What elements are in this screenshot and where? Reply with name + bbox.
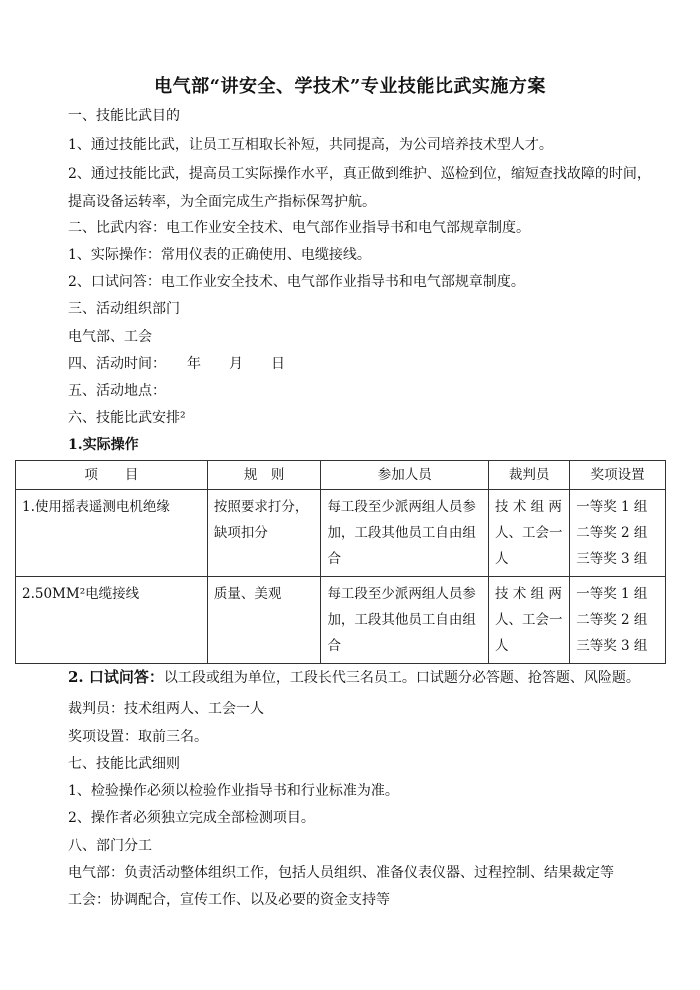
header-cell: 规 则 — [207, 461, 321, 490]
paragraph: 1、检验操作必须以检验作业指导书和行业标准为准。 — [68, 783, 399, 799]
table-header-row — [16, 461, 666, 490]
paragraph: 1、实际操作：常用仪表的正确使用、电缆接线。 — [68, 247, 371, 263]
table-cell: 一等奖 1 组 二等奖 2 组 三等奖 3 组 — [570, 577, 666, 664]
table-cell: 1.使用摇表遥测电机绝缘 — [16, 490, 208, 577]
oral-text: 以工段或组为单位，工段长代三名员工。口试题分必答题、抢答题、风险题。 — [163, 670, 640, 686]
table-row — [16, 577, 666, 664]
header-cell: 参加人员 — [321, 461, 489, 490]
subsection-heading: 1.实际操作 — [68, 437, 139, 453]
table-cell: 一等奖 1 组 二等奖 2 组 三等奖 3 组 — [570, 490, 666, 577]
oral-heading: 2. 口试问答： — [68, 668, 164, 686]
header-cell: 裁判员 — [489, 461, 570, 490]
paragraph: 奖项设置：取前三名。 — [68, 729, 208, 745]
oral-section — [68, 667, 648, 688]
document-title: 电气部“讲安全、学技术”专业技能比武实施方案 — [154, 76, 546, 97]
table-row — [16, 490, 666, 577]
header-cell: 项 目 — [16, 461, 208, 490]
section-6-heading: 六、技能比武安排² — [68, 410, 186, 426]
paragraph: 2、操作者必须独立完成全部检测项目。 — [68, 810, 315, 826]
table-cell: 2.50MM²电缆接线 — [16, 577, 208, 664]
paragraph: 2、口试问答：电工作业安全技术、电气部作业指导书和电气部规章制度。 — [68, 274, 525, 290]
paragraph: 1、通过技能比武，让员工互相取长补短，共同提高，为公司培养技术型人才。 — [68, 137, 553, 153]
paragraph: 电气部：负责活动整体组织工作，包括人员组织、准备仪表仪器、过程控制、结果裁定等 — [68, 865, 614, 881]
header-cell: 奖项设置 — [570, 461, 666, 490]
table-cell: 技 术 组 两 人、工会一 人 — [489, 490, 570, 577]
paragraph: 裁判员：技术组两人、工会一人 — [68, 701, 264, 717]
section-5-heading: 五、活动地点： — [68, 383, 166, 399]
paragraph: 电气部、工会 — [68, 329, 152, 345]
table-cell: 每工段至少派两组人员参 加，工段其他员工自由组 合 — [321, 577, 489, 664]
paragraph: 提高设备运转率，为全面完成生产指标保驾护航。 — [68, 194, 376, 210]
section-2-heading: 二、比武内容：电工作业安全技术、电气部作业指导书和电气部规章制度。 — [68, 220, 530, 236]
competition-table — [15, 460, 666, 664]
table-cell: 质量、美观 — [207, 577, 321, 664]
paragraph: 工会：协调配合，宣传工作、以及必要的资金支持等 — [68, 892, 390, 908]
section-3-heading: 三、活动组织部门 — [68, 301, 180, 317]
paragraph: 2、通过技能比武，提高员工实际操作水平，真正做到维护、巡检到位，缩短查找故障的时间， — [68, 166, 651, 182]
section-4-heading: 四、活动时间： 年 月 日 — [68, 356, 285, 372]
section-7-heading: 七、技能比武细则 — [68, 756, 180, 772]
section-8-heading: 八、部门分工 — [68, 838, 152, 854]
section-1-heading: 一、技能比武目的 — [68, 108, 180, 124]
table-cell: 按照要求打分， 缺项扣分 — [207, 490, 321, 577]
table-cell: 技 术 组 两 人、工会一 人 — [489, 577, 570, 664]
table-cell: 每工段至少派两组人员参 加，工段其他员工自由组 合 — [321, 490, 489, 577]
